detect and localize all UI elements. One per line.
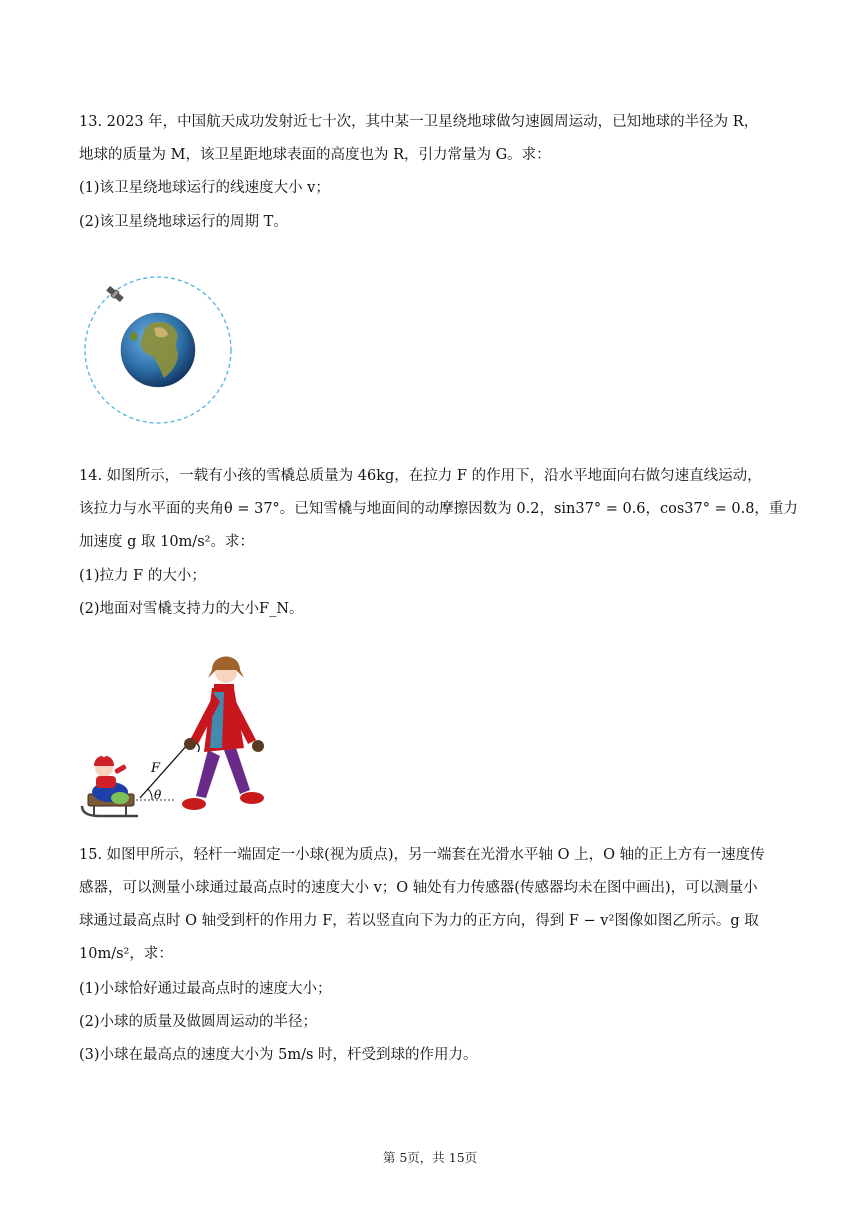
q15-line-3: 球通过最高点时 O 轴受到杆的作用力 F，若以竖直向下为力的正方向，得到 F − v²图像如图乙所示。g 取 [79, 913, 759, 929]
q13-line-1: 13. 2023 年，中国航天成功发射近七十次，其中某一卫星绕地球做匀速圆周运动，已知地球的半径为 R， [79, 114, 759, 130]
q14-line-1: 14. 如图所示，一载有小孩的雪橇总质量为 46kg，在拉力 F 的作用下，沿水平地面向右做匀速直线运动， [79, 468, 762, 484]
q13-part-1: (1)该卫星绕地球运行的线速度大小 v； [79, 180, 330, 196]
man-icon [182, 657, 264, 811]
q15-part-1: (1)小球恰好通过最高点时的速度大小； [79, 981, 332, 997]
q15-line-2: 感器，可以测量小球通过最高点时的速度大小 v；O 轴处有力传感器(传感器均未在图中画出)，可以测量小 [79, 880, 758, 896]
pull-rope [140, 744, 188, 798]
child-icon [92, 751, 129, 804]
q14-part-2: (2)地面对雪橇支持力的大小F_N。 [79, 601, 304, 617]
sled-figure [80, 648, 280, 824]
force-label: F [151, 761, 161, 776]
angle-label: θ [154, 788, 162, 802]
q14-part-1: (1)拉力 F 的大小； [79, 568, 206, 584]
q14-line-3: 加速度 g 取 10m/s²。求： [79, 534, 254, 550]
page-footer: 第 5页，共 15页 [382, 1150, 478, 1165]
sled-runner [82, 806, 138, 816]
earth-icon [121, 313, 195, 387]
q13-part-2: (2)该卫星绕地球运行的周期 T。 [79, 214, 288, 230]
satellite-icon [106, 285, 125, 303]
q14-line-2: 该拉力与水平面的夹角θ = 37°。已知雪橇与地面间的动摩擦因数为 0.2，sin37° = 0.6，cos37° = 0.8，重力 [79, 501, 798, 517]
q15-line-1: 15. 如图甲所示，轻杆一端固定一小球(视为质点)，另一端套在光滑水平轴 O 上，O 轴的正上方有一速度传 [79, 847, 765, 863]
q15-part-2: (2)小球的质量及做圆周运动的半径； [79, 1014, 318, 1030]
q13-line-2: 地球的质量为 M，该卫星距地球表面的高度也为 R，引力常量为 G。求： [79, 147, 551, 163]
q15-line-4: 10m/s²，求： [79, 946, 173, 962]
q15-part-3: (3)小球在最高点的速度大小为 5m/s 时，杆受到球的作用力。 [79, 1047, 478, 1063]
satellite-orbit-figure [80, 276, 240, 428]
